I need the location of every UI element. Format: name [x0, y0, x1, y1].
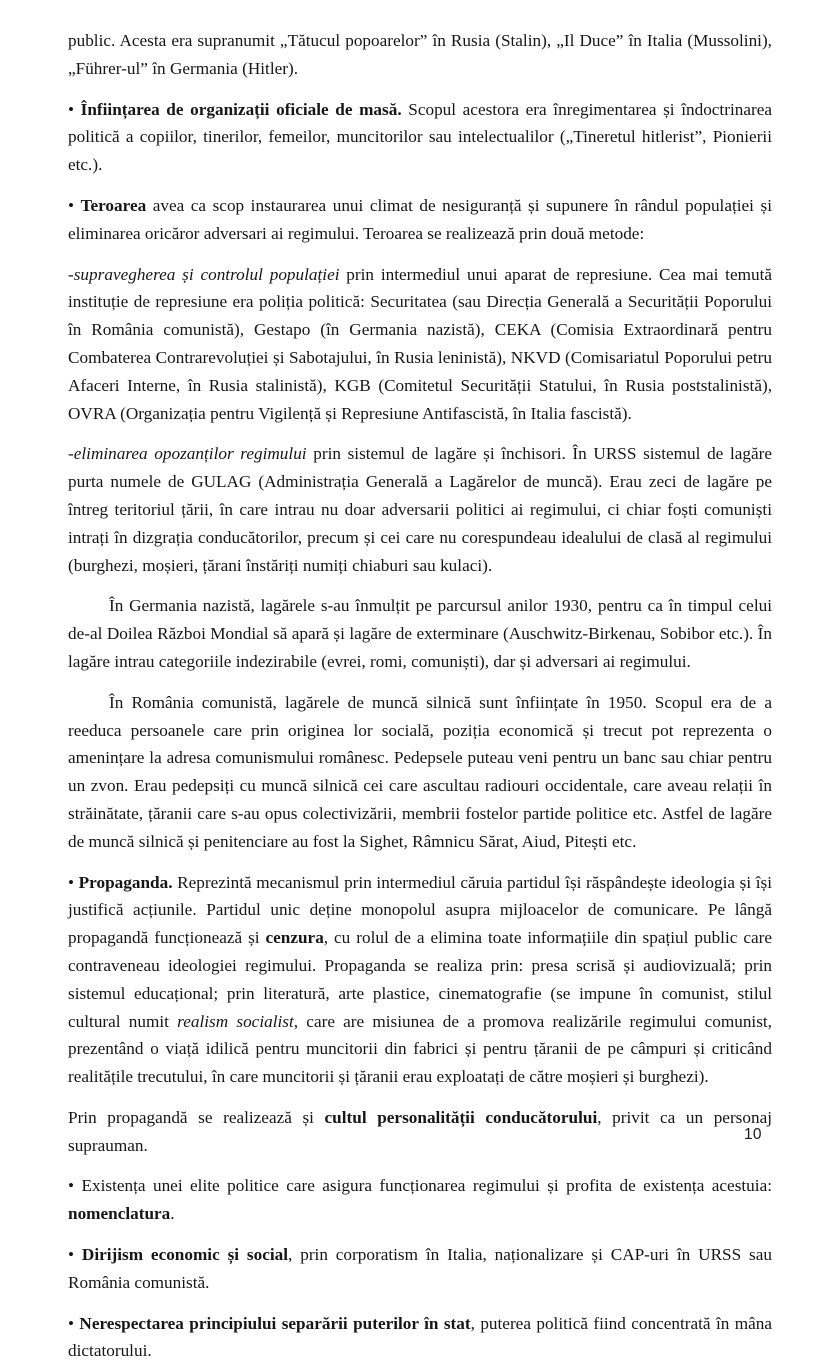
text-run: - — [68, 264, 74, 284]
document-body — [68, 27, 772, 1365]
text-run-bold: nomenclatura — [68, 1204, 171, 1224]
text-run: . — [170, 1204, 175, 1224]
text-run: prin sistemul de lagăre și închisori. În URSS sistemul de lagăre purta numele de GULAG (Administrația Generală a Lagărelor de muncă). Erau zeci de lagăre pe întreg teritoriul țării, în care intrau nu doar adversarii politici ai regimului, ci chiar foști comuniști intrați în dizgrația conducătorilor, precum și cei care nu corespundeau idealului de clasă al regimului (burghezi, moșieri, țărani înstăriți numiți chiaburi sau kulaci). — [68, 444, 772, 575]
text-run: În România comunistă, lagărele de muncă silnică sunt înființate în 1950. Scopul era de a reeduca persoanele care prin originea lor socială, poziția economică și trecut pot reprezenta o amenințare la adresa comunismului românesc. Pedepsele puteau veni pentru un banc sau chiar pentru un zvon. Erau pedepsiți cu muncă silnică cei care ascultau radiouri occidentale, care aveau relații în străinătate, țăranii care s-au opus colectivizării, membrii fostelor partide politice etc. Astfel de lagăre de muncă silnică și penitenciare au fost la Sighet, Râmnicu Sărat, Aiud, Pitești etc. — [68, 692, 772, 851]
paragraph-gap — [68, 248, 772, 261]
text-run: , puterea politică fiind concentrată în mâna dictatorului. — [68, 1313, 772, 1361]
paragraph-gap — [68, 83, 772, 96]
text-run: • — [68, 1245, 82, 1265]
paragraph — [68, 27, 772, 83]
paragraph — [68, 96, 772, 179]
text-run: • — [68, 1313, 80, 1333]
text-run-bold: cultul personalității conducătorului — [324, 1107, 598, 1127]
text-run: public. Acesta era supranumit „Tătucul popoarelor” în Rusia (Stalin), „Il Duce” în Italia (Mussolini), „Führer-ul” în Germania (Hitler). — [68, 31, 772, 78]
page-number: 10 — [744, 1126, 762, 1143]
text-run-bold: Înființarea de organizații oficiale de masă. — [80, 99, 402, 119]
paragraph-gap — [68, 1091, 772, 1104]
paragraph — [68, 1172, 772, 1228]
text-run-bold: Teroarea — [80, 195, 147, 215]
text-run: • — [68, 1176, 82, 1196]
text-run: avea ca scop instaurarea unui climat de nesiguranță și supunere în rândul populației și eliminarea oricăror adversari ai regimului. Teroarea se realizează prin două metode: — [68, 195, 772, 243]
paragraph — [68, 1310, 772, 1365]
paragraph — [68, 592, 772, 675]
text-run-bold: Propaganda. — [78, 872, 173, 892]
text-run: În Germania nazistă, lagărele s-au înmulțit pe parcursul anilor 1930, pentru ca în timpul celui de-al Doilea Război Mondial să apară și lagăre de exterminare (Auschwitz-Birkenau, Sobibor etc.). În lagăre intrau categoriile indezirabile (evrei, romi, comuniști), dar și adversari ai regimului. — [68, 596, 772, 671]
paragraph-gap — [68, 179, 772, 192]
paragraph — [68, 1241, 772, 1297]
text-run: , cu rolul de a elimina toate informațiile din spațiul public care contraveneau ideologiei regimului. Propaganda se realiza prin: presa scrisă și audiovizuală; prin sistemul educațional; prin literatură, arte plastice, cinematografie (se impune în comunist, stilul cultural numit — [68, 928, 772, 1031]
text-run-bold: Dirijism economic și social — [81, 1245, 289, 1265]
text-run: • — [68, 195, 81, 215]
text-run-bold: Nerespectarea principiului separării puterilor în stat — [79, 1313, 471, 1333]
text-run: , privit ca un personaj suprauman. — [68, 1107, 773, 1155]
text-run-bold: cenzura — [265, 928, 324, 948]
text-run: Prin propagandă se realizează și — [68, 1107, 325, 1127]
paragraph-gap — [68, 676, 772, 689]
text-run-italic: eliminarea opozanților regimului — [73, 444, 307, 464]
paragraph-gap — [68, 1159, 772, 1172]
paragraph — [68, 869, 772, 1091]
paragraph-gap — [68, 856, 772, 869]
text-run: • — [68, 872, 79, 892]
text-run: - — [68, 444, 74, 464]
text-run: , care are misiunea de a promova realizările regimului comunist, prezentând o viață idilică pentru muncitorii din fabrici și pentru țăranii de pe câmpuri și criticând realitățile trecutului, în care muncitorii și țăranii erau exploatați de către moșieri și burghezi). — [68, 1011, 772, 1087]
text-run-italic: realism socialist — [177, 1011, 294, 1031]
text-run: Existența unei elite politice care asigura funcționarea regimului și profita de existența acestuia: — [81, 1176, 772, 1196]
paragraph-gap — [68, 579, 772, 592]
text-run: • — [68, 99, 81, 119]
paragraph-gap — [68, 1228, 772, 1241]
paragraph — [68, 440, 772, 579]
text-run-italic: supravegherea și controlul populației — [73, 264, 340, 284]
paragraph — [68, 689, 772, 856]
text-run: Scopul acestora era înregimentarea și îndoctrinarea politică a copiilor, tinerilor, femeilor, muncitorilor sau intelectualilor („Tineretul hitlerist”, Pionierii etc.). — [68, 99, 772, 175]
paragraph — [68, 192, 772, 248]
paragraph-gap — [68, 1297, 772, 1310]
text-run: Reprezintă mecanismul prin intermediul căruia partidul își răspândește ideologia și își justifică acțiunile. Partidul unic deține monopolul asupra mijloacelor de comunicare. Pe lângă propagandă funcționează și — [68, 872, 772, 948]
text-run: , prin corporatism în Italia, naționalizare și CAP-uri în URSS sau România comunistă. — [68, 1245, 772, 1292]
text-run: prin intermediul unui aparat de represiune. Cea mai temută instituție de represiune era poliția politică: Securitatea (sau Direcția Generală a Securității Poporului în România comunistă), Gestapo (în Germania nazistă), CEKA (Comisia Extraordinară pentru Combaterea Contrarevoluției și Sabotajului, în Rusia leninistă), NKVD (Comisariatul Poporului petru Afaceri Interne, în Rusia stalinistă), KGB (Comitetul Securității Statului, în Rusia poststalinistă), OVRA (Organizația pentru Vigilență și Represiune Antifascistă, în Italia fascistă). — [68, 264, 772, 423]
paragraph — [68, 1104, 772, 1160]
paragraph-gap — [68, 427, 772, 440]
paragraph — [68, 261, 772, 428]
